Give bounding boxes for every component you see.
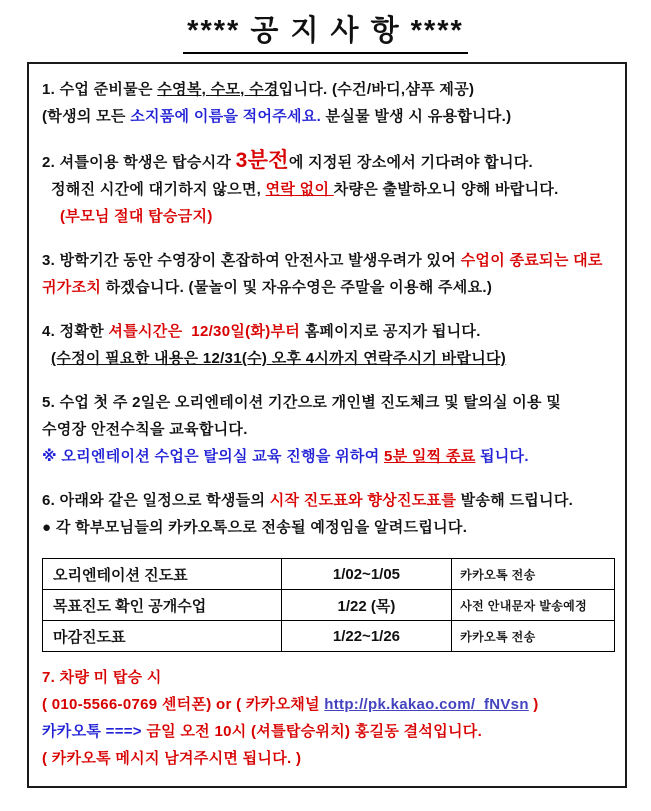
notice-line [42, 718, 615, 745]
notice-line [42, 147, 615, 176]
notice-line [42, 389, 615, 416]
notice-line [42, 76, 615, 103]
text-segment: 6. 아래와 같은 일정으로 학생들의 [42, 492, 270, 509]
table-cell: 오리엔테이션 진도표 [43, 559, 282, 590]
table-cell: 1/22~1/26 [281, 621, 451, 652]
text-segment: 입니다. (수건/바디,샴푸 제공) [278, 81, 475, 98]
item-4-shuttle-time [42, 318, 615, 372]
item-3-vacation [42, 247, 615, 301]
table-row [43, 559, 615, 590]
text-segment: ( 010-5566-0769 센터폰) or ( 카카오채널 [42, 696, 325, 713]
notice-body [42, 76, 615, 772]
notice-box [27, 62, 627, 788]
text-segment: 1. 수업 준비물은 [42, 81, 158, 98]
text-segment: 됩니다. [475, 448, 529, 465]
text-segment: 카카오톡 ===> [42, 723, 147, 740]
schedule-table [42, 558, 615, 652]
item-1-supplies [42, 76, 615, 130]
notice-line [42, 318, 615, 345]
text-segment: 수영복, 수모, 수경 [157, 81, 279, 98]
table-cell: 카카오톡 전송 [452, 621, 615, 652]
table-cell: 1/02~1/05 [281, 559, 451, 590]
text-segment: 2. 셔틀이용 학생은 탑승시각 [42, 154, 236, 171]
text-segment: (수정이 필요한 내용은 12/31(수) 오후 4시까지 연락주시기 바랍니다) [51, 350, 507, 367]
table-cell: 목표진도 확인 공개수업 [43, 590, 282, 621]
text-segment: 4. 정확한 [42, 323, 109, 340]
notice-line [42, 664, 615, 691]
item-6-progress-report [42, 487, 615, 541]
text-segment: 소지품에 이름을 적어주세요. [130, 108, 322, 125]
text-segment: 연락 없이 [265, 181, 334, 198]
text-segment: 5분 일찍 종료 [383, 448, 476, 465]
notice-line [42, 443, 615, 470]
notice-line [42, 176, 615, 203]
text-segment: (학생의 모든 [42, 108, 131, 125]
text-segment: 에 지정된 장소에서 기다려야 합니다. [288, 154, 534, 171]
notice-line [42, 745, 615, 772]
text-segment: 7. 차량 미 탑승 시 [42, 669, 162, 686]
notice-line [42, 247, 615, 274]
text-segment: ( 카카오톡 메시지 남겨주시면 됩니다. ) [42, 750, 302, 767]
text-segment: 시작 진도표와 향상진도표를 [269, 492, 457, 509]
page-title: **** 공 지 사 항 **** [183, 8, 468, 54]
text-segment: (부모님 절대 탑승금지) [60, 208, 213, 225]
text-segment: 분실물 발생 시 유용합니다.) [321, 108, 512, 125]
text-segment: 수업이 종료되는 대로 [460, 252, 603, 269]
text-segment: 셔틀시간은 12/30일(화)부터 [108, 323, 301, 340]
table-cell: 사전 안내문자 발송예정 [452, 590, 615, 621]
text-segment: ) [528, 696, 539, 713]
text-segment: 정해진 시간에 대기하지 않으면, [51, 181, 266, 198]
text-segment: 수영장 안전수칙을 교육합니다. [42, 421, 248, 438]
table-cell: 마감진도표 [43, 621, 282, 652]
title-area [0, 0, 651, 54]
item-2-shuttle [42, 147, 615, 230]
table-cell: 1/22 (목) [281, 590, 451, 621]
table-cell: 카카오톡 전송 [452, 559, 615, 590]
table-row [43, 590, 615, 621]
text-segment: ● 각 학부모님들의 카카오톡으로 전송될 예정임을 알려드립니다. [42, 519, 468, 536]
notice-line [42, 203, 615, 230]
text-segment: 금일 오전 10시 (셔틀탑승위치) 홍길동 결석입니다. [146, 723, 483, 740]
notice-line [42, 514, 615, 541]
text-segment: 3분전 [235, 149, 289, 172]
text-segment: 홈페이지로 공지가 됩니다. [300, 323, 481, 340]
notice-line [42, 416, 615, 443]
notice-line [42, 691, 615, 718]
text-segment: 귀가조치 [42, 279, 102, 296]
notice-line [42, 345, 615, 372]
text-segment: 5. 수업 첫 주 2일은 오리엔테이션 기간으로 개인별 진도체크 및 탈의실 이용 및 [42, 394, 562, 411]
text-segment: 발송해 드립니다. [456, 492, 574, 509]
notice-line [42, 487, 615, 514]
text-segment: 하겠습니다. (물놀이 및 자유수영은 주말을 이용해 주세요.) [101, 279, 493, 296]
item-5-orientation [42, 389, 615, 470]
item-7-absence [42, 664, 615, 772]
text-segment: ※ 오리엔테이션 수업은 탈의실 교육 진행을 위하여 [42, 448, 384, 465]
table-row [43, 621, 615, 652]
notice-line [42, 274, 615, 301]
text-segment: 3. 방학기간 동안 수영장이 혼잡하여 안전사고 발생우려가 있어 [42, 252, 461, 269]
text-segment: 차량은 출발하오니 양해 바랍니다. [333, 181, 559, 198]
notice-line [42, 103, 615, 130]
kakao-channel-link[interactable]: http://pk.kakao.com/_fNVsn [324, 696, 529, 713]
